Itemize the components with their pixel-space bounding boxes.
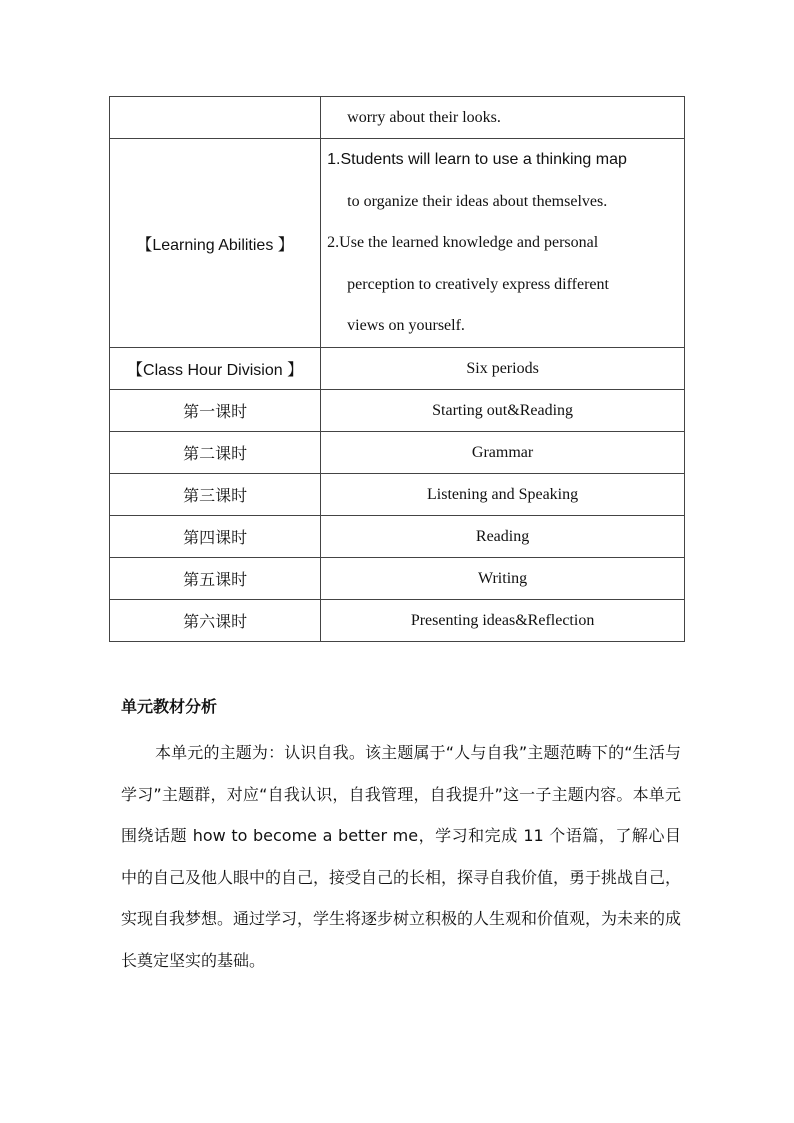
period-content: Listening and Speaking — [321, 474, 685, 516]
table-cell-continuation: worry about their looks. — [321, 97, 685, 139]
period-name: 第六课时 — [110, 600, 321, 642]
period-content: Presenting ideas&Reflection — [321, 600, 685, 642]
ability-item-2-line-1: 2.Use the learned knowledge and personal — [327, 234, 599, 252]
unit-plan-table — [109, 96, 685, 642]
table-cell-empty — [110, 97, 321, 139]
ability-item-1-line-1: 1.Students will learn to use a thinking map — [327, 151, 627, 169]
table-row-abilities — [110, 139, 685, 348]
table-row-period — [110, 600, 685, 642]
table-row — [110, 97, 685, 139]
table-row-period — [110, 432, 685, 474]
division-value: Six periods — [321, 348, 685, 390]
period-name: 第一课时 — [110, 390, 321, 432]
period-content: Writing — [321, 558, 685, 600]
period-name: 第二课时 — [110, 432, 321, 474]
division-label: 【Class Hour Division 】 — [110, 348, 321, 390]
table-row-period — [110, 516, 685, 558]
ability-item-2-line-2: perception to creatively express different — [347, 275, 609, 293]
abilities-content — [321, 139, 685, 348]
table-row-division — [110, 348, 685, 390]
section-title: 单元教材分析 — [121, 697, 218, 716]
table-row-period — [110, 390, 685, 432]
analysis-section — [121, 688, 681, 981]
period-content: Reading — [321, 516, 685, 558]
table-row-period — [110, 558, 685, 600]
period-content: Grammar — [321, 432, 685, 474]
ability-item-1-line-2: to organize their ideas about themselves. — [347, 192, 608, 210]
ability-item-2-line-3: views on yourself. — [347, 317, 465, 335]
period-name: 第五课时 — [110, 558, 321, 600]
period-name: 第三课时 — [110, 474, 321, 516]
analysis-paragraph: 本单元的主题为：认识自我。该主题属于“人与自我”主题范畴下的“生活与学习”主题群，对应“自我认识，自我管理，自我提升”这一子主题内容。本单元围绕话题 how to become a better me，学习和完成 11 个语篇，了解心目中的自己及他人眼中的自己，接受自己的长相，探寻自我价值，勇于挑战自己，实现自我梦想。通过学习，学生将逐步树立积极的人生观和价值观，为未来的成长奠定坚实的基础。 — [121, 743, 682, 970]
table-row-period — [110, 474, 685, 516]
period-content: Starting out&Reading — [321, 390, 685, 432]
period-name: 第四课时 — [110, 516, 321, 558]
abilities-label: 【Learning Abilities 】 — [110, 139, 321, 348]
